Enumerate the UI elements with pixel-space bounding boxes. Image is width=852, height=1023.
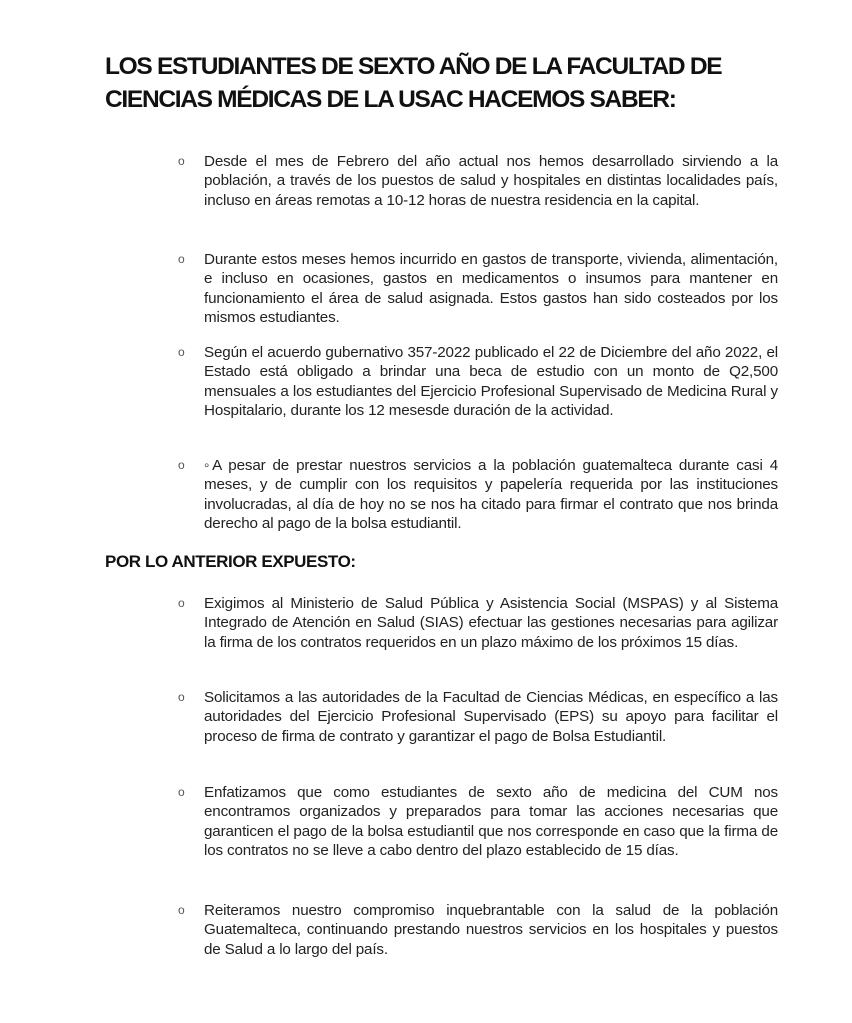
list-item-text: Según el acuerdo gubernativo 357-2022 publicado el 22 de Diciembre del año 2022, el Estado está obligado a brindar una beca de estudio con un monto de Q2,500 mensuales a los estudiantes del Ejercicio Profesional Supervisado de Medicina Rural y Hospitalario, durante los 12 mesesde duración de la actividad. [204,344,778,419]
list-item [178,688,778,746]
list-item [178,594,778,652]
bullet-icon: o [178,252,185,266]
bullet-icon: o [178,458,185,472]
list-item [178,783,778,860]
document-title [105,50,745,116]
list-item-text: Desde el mes de Febrero del año actual nos hemos desarrollado sirviendo a la población, a través de los puestos de salud y hospitales en distintas localidades país, incluso en áreas remotas a 10-12 horas de nuestra residencia en la capital. [204,153,778,209]
bullet-icon: o [178,345,185,359]
list-item-text: Exigimos al Ministerio de Salud Pública y Asistencia Social (MSPAS) y al Sistema Integrado de Atención en Salud (SIAS) efectuar las gestiones necesarias para agilizar la firma de los contratos requeridos en un plazo máximo de los próximos 15 días. [204,595,778,651]
bullet-icon: o [178,690,185,704]
section-heading: POR LO ANTERIOR EXPUESTO: [105,552,356,571]
bullet-icon: o [178,903,185,917]
bullet-icon: o [178,596,185,610]
list-item [178,901,778,959]
list-item [178,456,778,533]
bullet-icon: o [178,154,185,168]
list-item [178,152,778,210]
list-item-text: Solicitamos a las autoridades de la Facultad de Ciencias Médicas, en específico a las autoridades del Ejercicio Profesional Supervisado (EPS) su apoyo para facilitar el proceso de firma de contrato y garantizar el pago de Bolsa Estudiantil. [204,689,778,745]
title-line-2: CIENCIAS MÉDICAS DE LA USAC HACEMOS SABER: [105,86,676,113]
list-item-text: Reiteramos nuestro compromiso inquebrantable con la salud de la población Guatemalteca, continuando prestando nuestros servicios en los hospitales y puestos de Salud a lo largo del país. [204,902,778,958]
list-item [178,250,778,327]
title-line-1: LOS ESTUDIANTES DE SEXTO AÑO DE LA FACULTAD DE [105,53,722,80]
list-item-text: Durante estos meses hemos incurrido en gastos de transporte, vivienda, alimentación, e incluso en ocasiones, gastos en medicamentos o insumos para mantener en funcionamiento el área de salud asignada. Estos gastos han sido costeados por los mismos estudiantes. [204,251,778,326]
list-item [178,343,778,420]
bullet-icon: o [178,785,185,799]
list-item-text: Enfatizamos que como estudiantes de sexto año de medicina del CUM nos encontramos organizados y preparados para tomar las acciones necesarias que garanticen el pago de la bolsa estudiantil que nos corresponde en caso que la firma de los contratos no se lleve a cabo dentro del plazo establecido de 15 días. [204,784,778,859]
list-item-text: ◦A pesar de prestar nuestros servicios a la población guatemalteca durante casi 4 meses, y de cumplir con los requisitos y papelería requerida por las instituciones involucradas, al día de hoy no se nos ha citado para firmar el contrato que nos brinda derecho al pago de la bolsa estudiantil. [204,457,778,532]
